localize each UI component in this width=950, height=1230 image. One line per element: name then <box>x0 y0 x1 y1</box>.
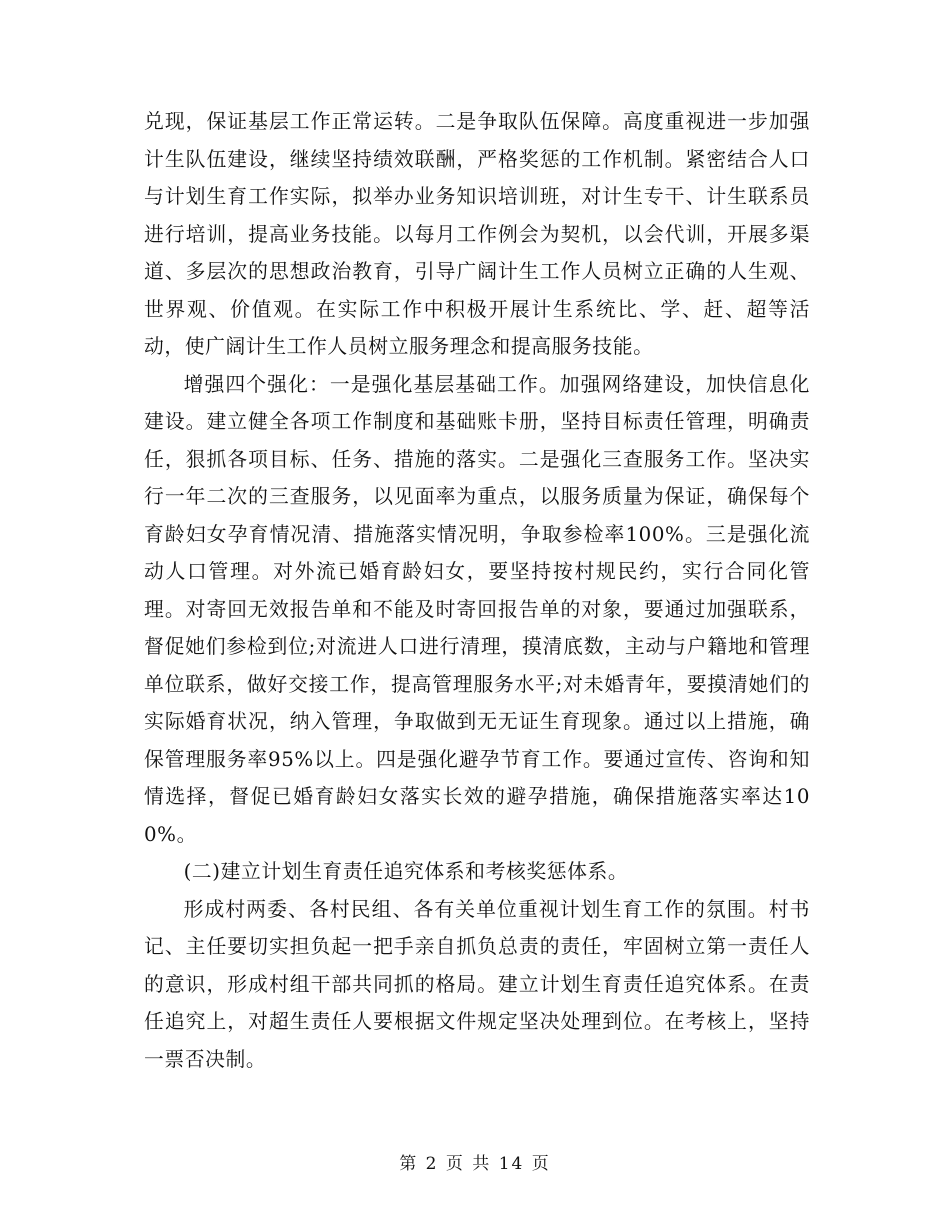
paragraph-four-strengthenings: 增强四个强化：一是强化基层基础工作。加强网络建设，加快信息化建设。建立健全各项工作制度和基础账卡册，坚持目标责任管理，明确责任，狠抓各项目标、任务、措施的落实。二是强化三查服务工作。坚决实行一年二次的三查服务，以见面率为重点，以服务质量为保证，确保每个育龄妇女孕育情况清、措施落实情况明，争取参检率100%。三是强化流动人口管理。对外流已婚育龄妇女，要坚持按村规民约，实行合同化管理。对寄回无效报告单和不能及时寄回报告单的对象，要通过加强联系，督促她们参检到位;对流进人口进行清理，摸清底数，主动与户籍地和管理单位联系，做好交接工作，提高管理服务水平;对未婚青年，要摸清她们的实际婚育状况，纳入管理，争取做到无无证生育现象。通过以上措施，确保管理服务率95%以上。四是强化避孕节育工作。要通过宣传、咨询和知情选择，督促已婚育龄妇女落实长效的避孕措施，确保措施落实率达100%。 <box>144 372 810 846</box>
paragraph-responsibility: 形成村两委、各村民组、各有关单位重视计划生育工作的氛围。村书记、主任要切实担负起一把手亲自抓负总责的责任，牢固树立第一责任人的意识，形成村组干部共同抓的格局。建立计划生育责任追究体系。在责任追究上，对超生责任人要根据文件规定坚决处理到位。在考核上，坚持一票否决制。 <box>144 897 810 1071</box>
page-number-footer: 第 2 页 共 14 页 <box>399 1154 551 1174</box>
paragraph-continuation: 兑现，保证基层工作正常运转。二是争取队伍保障。高度重视进一步加强计生队伍建设，继续坚持绩效联酬，严格奖惩的工作机制。紧密结合人口与计划生育工作实际，拟举办业务知识培训班，对计生专干、计生联系员进行培训，提高业务技能。以每月工作例会为契机，以会代训，开展多渠道、多层次的思想政治教育，引导广阔计生工作人员树立正确的人生观、世界观、价值观。在实际工作中积极开展计生系统比、学、赶、超等活动，使广阔计生工作人员树立服务理念和提高服务技能。 <box>144 110 810 358</box>
document-body <box>144 103 810 1078</box>
section-heading: (二)建立计划生育责任追究体系和考核奖惩体系。 <box>183 860 629 883</box>
